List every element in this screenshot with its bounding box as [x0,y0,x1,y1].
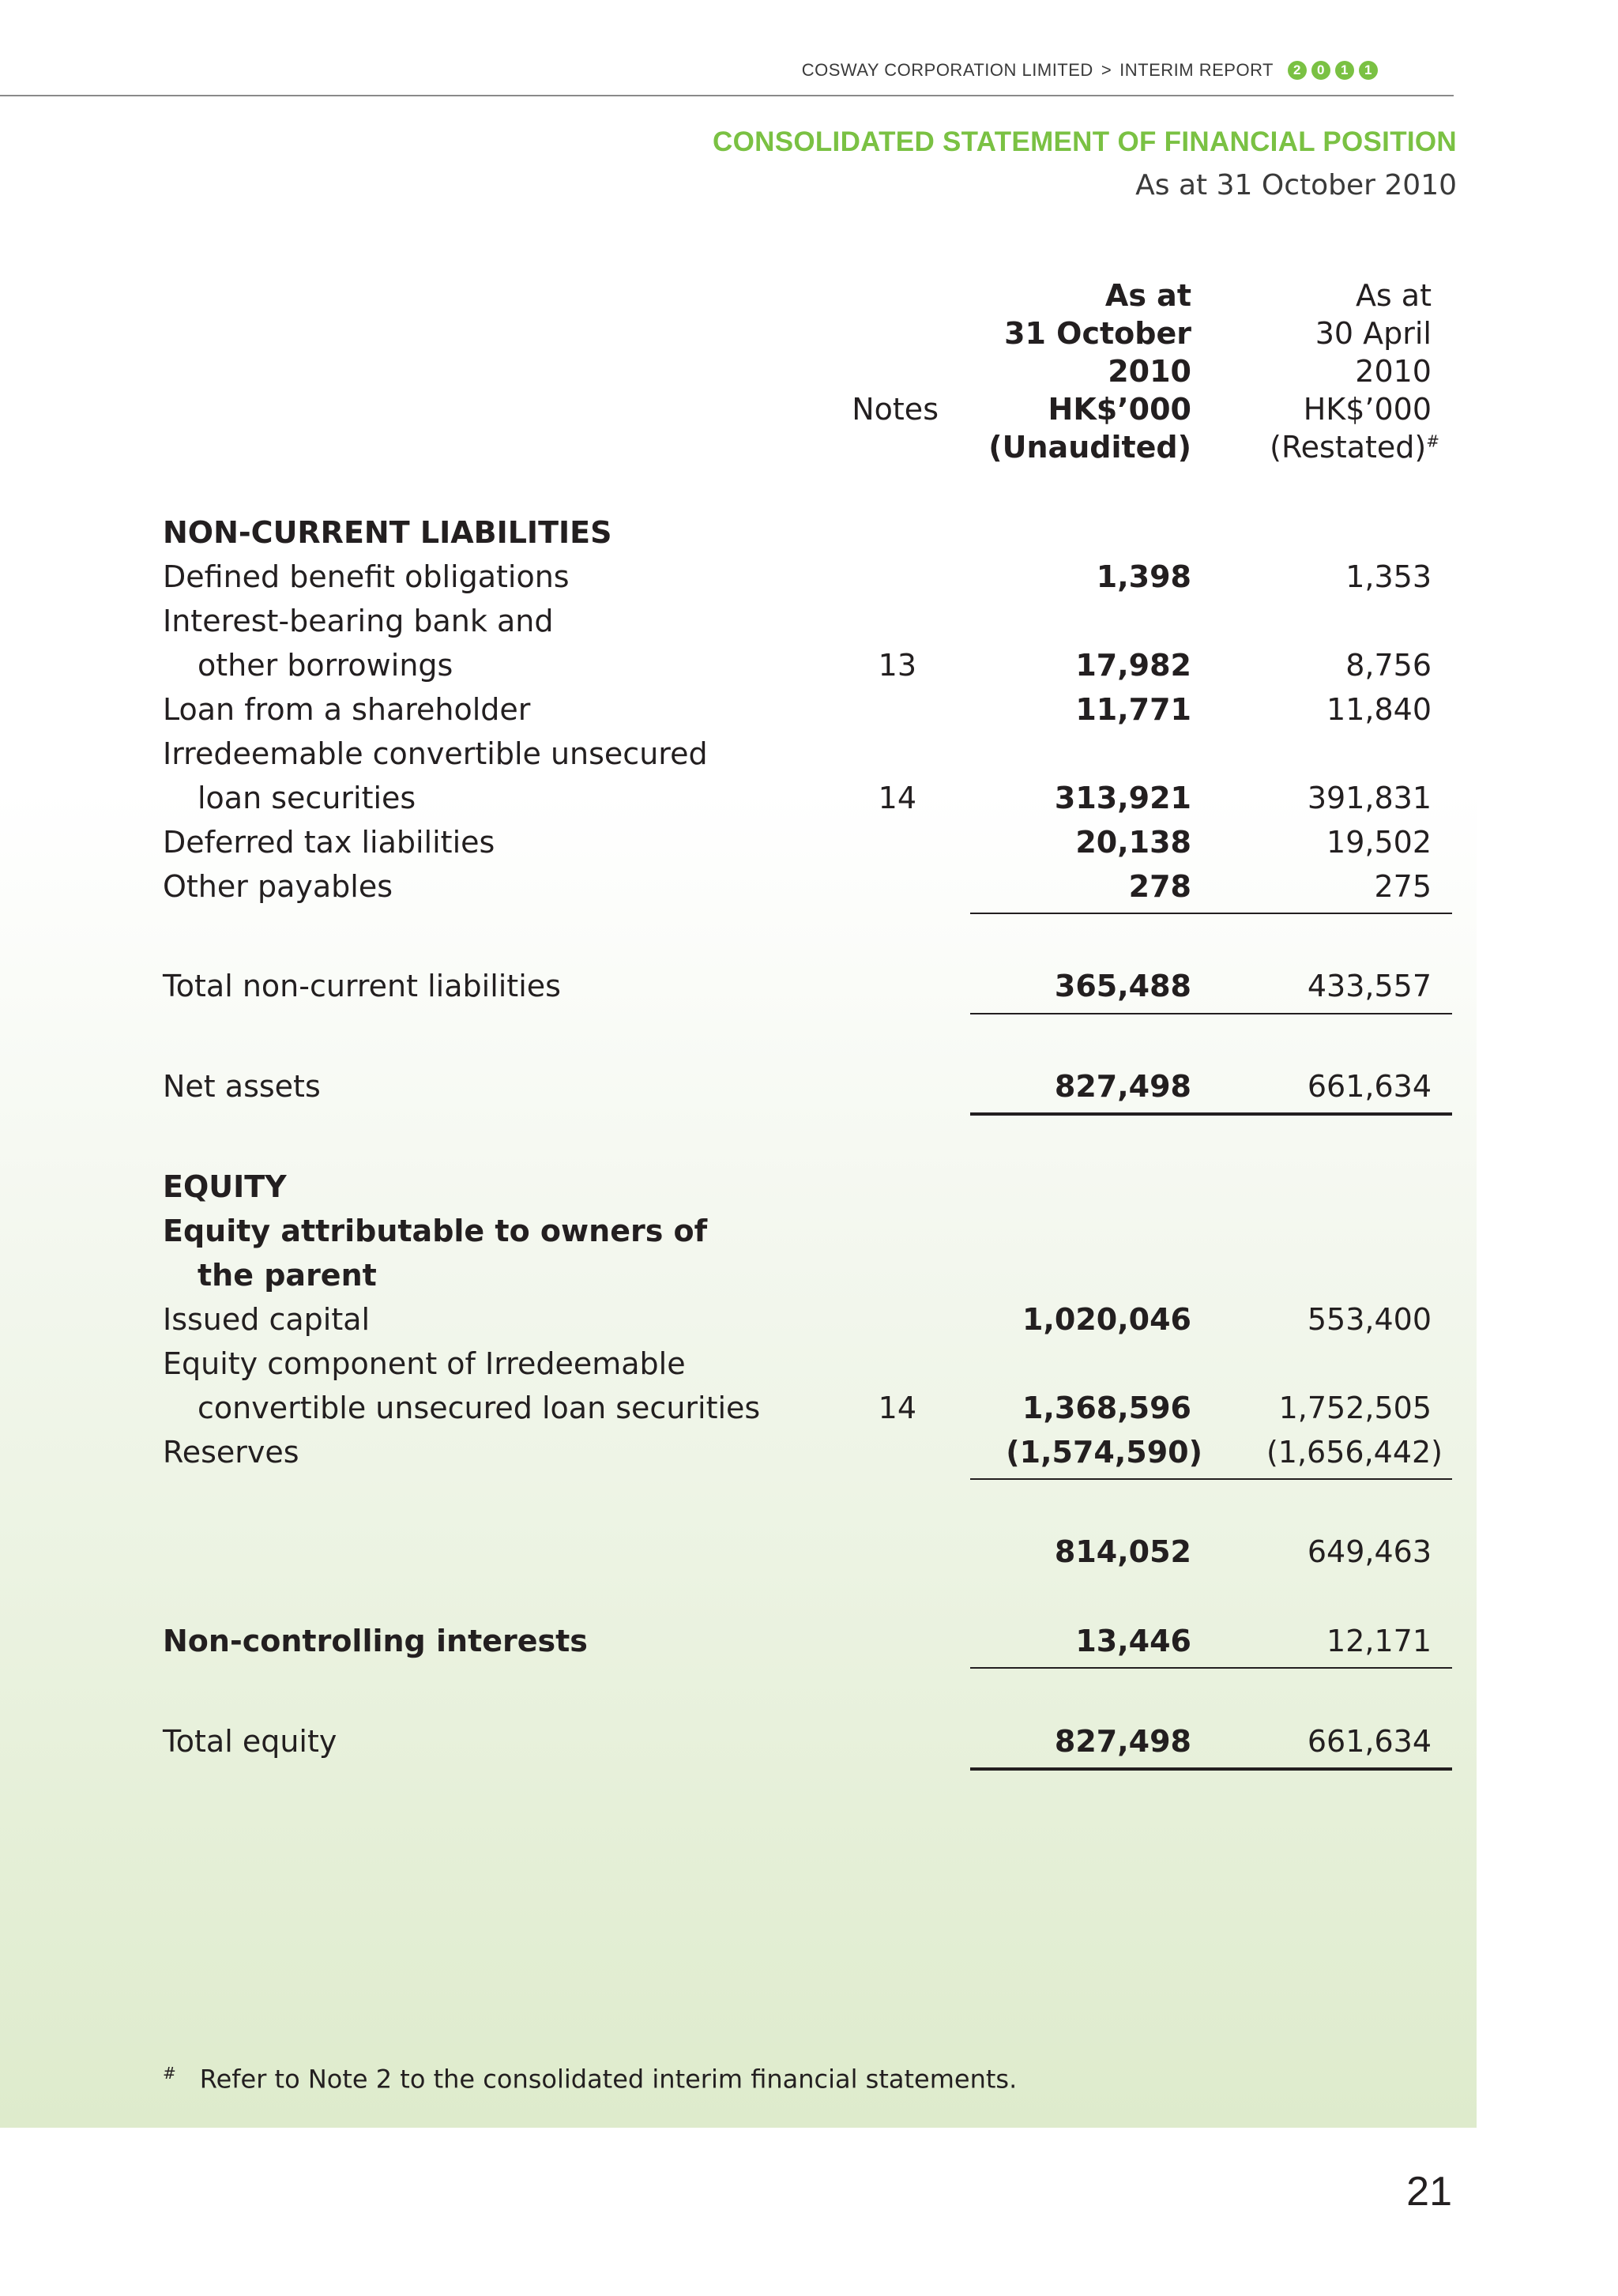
current-value: 313,921 [1054,781,1191,815]
table-row [0,1619,1618,1663]
current-header-line: As at [1104,278,1191,313]
total-equity-rule [970,1767,1452,1771]
row-label: convertible unsecured loan securities [198,1391,761,1425]
table-row [0,1530,1618,1574]
table-row [0,864,1618,909]
table-row [0,643,1618,687]
table-row [0,1719,1618,1763]
current-header-line: 31 October [1004,316,1191,351]
notes-column-header: Notes [852,392,939,427]
table-row [0,964,1618,1008]
current-value: 278 [1128,869,1191,904]
subtotal-rule [970,1667,1452,1669]
table-row [0,1342,1618,1386]
prior-value: 661,634 [1307,1724,1432,1759]
current-value: 11,771 [1075,692,1191,727]
prior-value: 433,557 [1307,969,1432,1003]
prior-value: 391,831 [1307,781,1432,815]
table-row [0,732,1618,776]
row-label: loan securities [198,781,416,815]
subtotal-rule [970,913,1452,914]
current-value: 20,138 [1075,825,1191,860]
row-label: Loan from a shareholder [163,692,531,727]
prior-header-line: HK$’000 [1303,392,1432,427]
table-row [0,820,1618,864]
table-row [0,1297,1618,1342]
year-digit: 2 [1288,61,1307,80]
row-label: Issued capital [163,1302,371,1337]
table-row [0,1209,1618,1253]
row-label: Total equity [163,1724,337,1759]
current-value: 365,488 [1054,969,1191,1003]
prior-value: 661,634 [1307,1069,1432,1104]
current-value: 13,446 [1075,1624,1191,1658]
year-digit: 1 [1335,61,1354,80]
row-label: Total non-current liabilities [163,969,561,1003]
current-value: 814,052 [1054,1534,1191,1569]
note-ref: 13 [878,648,916,683]
row-label: Reserves [163,1435,299,1470]
row-label: Non-controlling interests [163,1624,588,1658]
statement-subtitle: As at 31 October 2010 [1135,169,1457,201]
prior-value: (1,656,442) [1266,1435,1443,1470]
table-row [0,599,1618,643]
row-label: other borrowings [198,648,453,683]
table-row [0,555,1618,599]
restated-footnote-mark: # [1426,431,1439,451]
table-row [0,1386,1618,1430]
current-header-line: 2010 [1108,354,1191,389]
prior-value: 8,756 [1345,648,1432,683]
prior-header-line: (Restated)# [1270,430,1439,465]
current-value: 827,498 [1054,1069,1191,1104]
running-header [802,60,1378,81]
prior-header-line: As at [1355,278,1432,313]
table-row [0,687,1618,732]
prior-value: 19,502 [1326,825,1432,860]
current-value: 827,498 [1054,1724,1191,1759]
running-company: COSWAY CORPORATION LIMITED [801,60,1093,80]
section-heading: EQUITY [163,1169,287,1204]
row-label: Deferred tax liabilities [163,825,495,860]
statement-title: CONSOLIDATED STATEMENT OF FINANCIAL POSITION [713,126,1457,157]
subtotal-rule [970,1478,1452,1480]
net-assets-rule [970,1112,1452,1116]
year-digit: 1 [1359,61,1378,80]
footnote-mark: # [163,2064,176,2083]
row-label: Defined benefit obligations [163,559,570,594]
row-label: Equity component of Irredeemable [163,1346,686,1381]
equity-heading-row [0,1165,1618,1209]
running-report: INTERIM REPORT [1119,60,1274,80]
page-number: 21 [1406,2169,1452,2215]
current-header-line: (Unaudited) [988,430,1191,465]
note-ref: 14 [878,1391,916,1425]
row-label: the parent [198,1258,377,1293]
current-header-line: HK$’000 [1048,392,1191,427]
table-row [0,776,1618,820]
table-row [0,1253,1618,1297]
row-label: Net assets [163,1069,321,1104]
row-label: Interest-bearing bank and [163,604,554,638]
row-label: Other payables [163,869,393,904]
row-label: Irredeemable convertible unsecured [163,736,708,771]
prior-header-line: 2010 [1355,354,1432,389]
prior-value: 275 [1374,869,1432,904]
prior-header-line: 30 April [1315,316,1432,351]
prior-value: 1,353 [1345,559,1432,594]
total-rule [970,1013,1452,1014]
note-ref: 14 [878,781,916,815]
footnote [163,2064,1017,2095]
prior-value: 649,463 [1307,1534,1432,1569]
table-row [0,1430,1618,1474]
ncl-heading-row [0,510,1618,555]
header-rule [0,95,1454,96]
current-value: 1,020,046 [1022,1302,1191,1337]
section-heading: NON-CURRENT LIABILITIES [163,515,612,550]
current-value: 17,982 [1075,648,1191,683]
current-value: 1,398 [1096,559,1191,594]
prior-value: 1,752,505 [1278,1391,1432,1425]
row-label: Equity attributable to owners of [163,1214,708,1248]
prior-period-column-header [1270,277,1439,466]
running-separator: > [1101,60,1112,80]
prior-value: 12,171 [1326,1624,1432,1658]
prior-value: 553,400 [1307,1302,1432,1337]
current-value: (1,574,590) [1006,1435,1202,1470]
current-period-column-header [988,277,1191,466]
year-digit: 0 [1311,61,1330,80]
current-value: 1,368,596 [1022,1391,1191,1425]
footnote-text: Refer to Note 2 to the consolidated interim financial statements. [199,2064,1018,2095]
table-row [0,1064,1618,1108]
prior-value: 11,840 [1326,692,1432,727]
